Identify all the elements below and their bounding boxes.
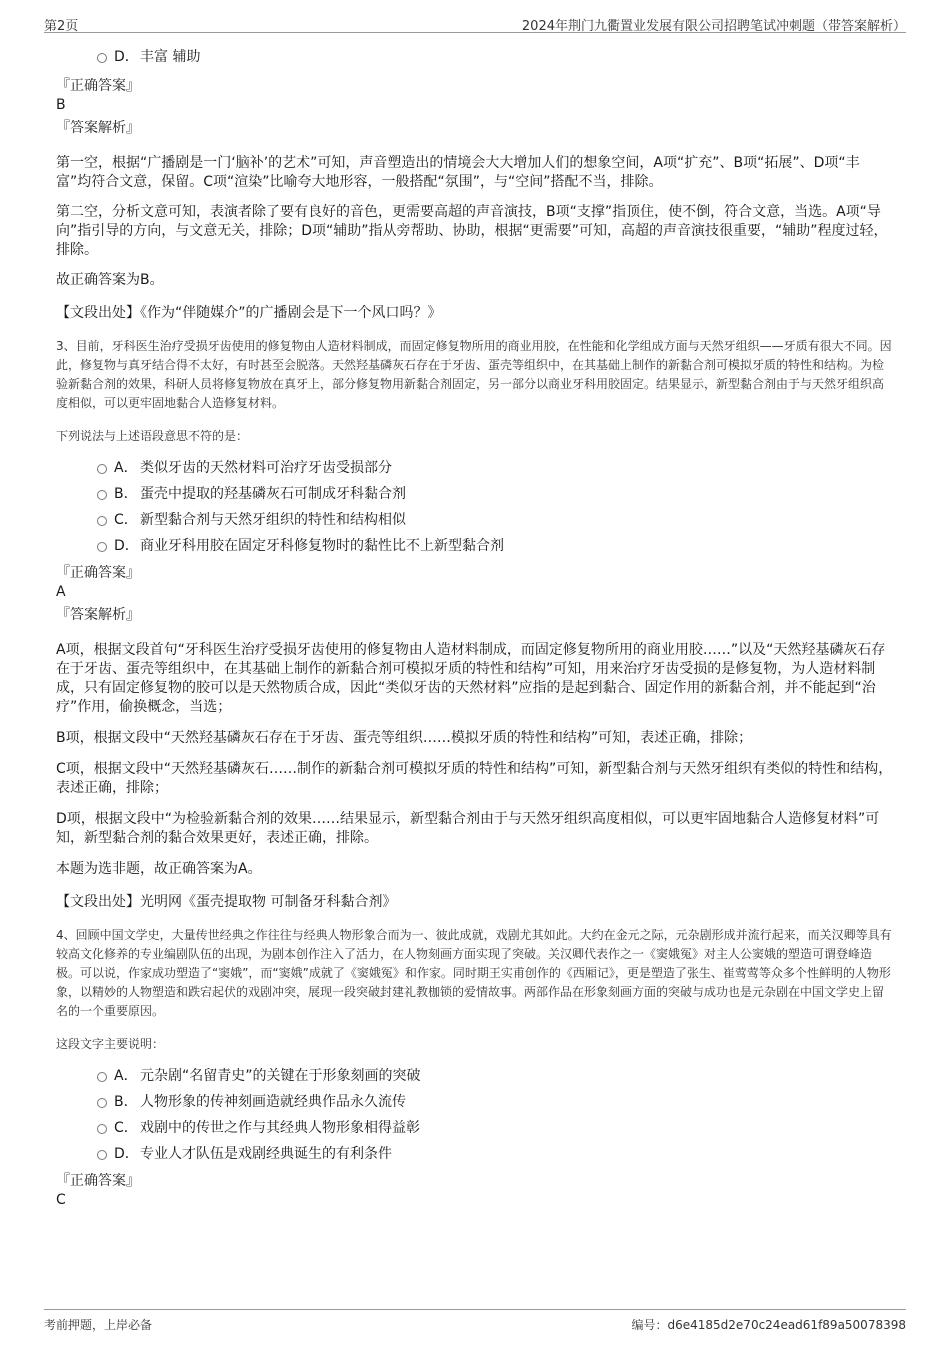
option-letter: B． bbox=[114, 486, 138, 502]
q4-answer-label: 『正确答案』 bbox=[56, 1173, 140, 1189]
q4-option-c[interactable] bbox=[56, 1115, 894, 1141]
radio-icon[interactable] bbox=[97, 1072, 107, 1082]
option-text: 戏剧中的传世之作与其经典人物形象相得益彰 bbox=[140, 1120, 420, 1136]
q3-analysis-d: D项，根据文段中“为检验新黏合剂的效果……结果显示，新型黏合剂由于与天然牙组织高度相似，可以更牢固地黏合人造修复材料”可知，新型黏合剂的黏合效果更好，表述正确，排除。 bbox=[56, 811, 880, 846]
option-letter: C． bbox=[114, 512, 138, 528]
q3-answer-label: 『正确答案』 bbox=[56, 565, 140, 581]
radio-icon[interactable] bbox=[97, 1098, 107, 1108]
q3-prompt: 下列说法与上述语段意思不符的是： bbox=[56, 429, 249, 443]
radio-icon[interactable] bbox=[97, 53, 107, 63]
radio-icon[interactable] bbox=[97, 516, 107, 526]
option-letter: D． bbox=[114, 538, 139, 554]
q3-analysis-a: A项，根据文段首句“牙科医生治疗受损牙齿使用的修复物由人造材料制成，而固定修复物所用的商业用胶……”以及“天然羟基磷灰石存在于牙齿、蛋壳等组织中，在其基础上制作的新黏合剂可模拟牙质的特性和结构”可知，用来治疗牙齿受损的是修复物，为人造材料制成，只有固定修复物的胶可以是天然物质合成，因此“类似牙齿的天然材料”应指的是起到黏合、固定作用的新黏合剂，并不能起到“治疗”作用，偷换概念，当选； bbox=[56, 642, 886, 715]
option-text: 类似牙齿的天然材料可治疗牙齿受损部分 bbox=[140, 460, 392, 476]
q3-source: 【文段出处】光明网《蛋壳提取物 可制备牙科黏合剂》 bbox=[56, 894, 397, 910]
option-text: 元杂剧“名留青史”的关键在于形象刻画的突破 bbox=[140, 1068, 421, 1084]
option-text: 新型黏合剂与天然牙组织的特性和结构相似 bbox=[140, 512, 406, 528]
q2-analysis-label: 『答案解析』 bbox=[56, 120, 140, 136]
q2-answer-label: 『正确答案』 bbox=[56, 78, 140, 94]
footer-slogan: 考前押题，上岸必备 bbox=[44, 1318, 153, 1332]
q3-answer: A bbox=[56, 584, 66, 600]
q3-option-a[interactable] bbox=[56, 455, 894, 481]
q3-stem: 3、目前，牙科医生治疗受损牙齿使用的修复物由人造材料制成，而固定修复物所用的商业用胶，在性能和化学组成方面与天然牙组织——牙质有很大不同。因此，修复物与真牙结合得不太好，有时甚至会脱落。天然羟基磷灰石存在于牙齿、蛋壳等组织中，在其基础上制作的新黏合剂可模拟牙质的特性和结构。为检验新黏合剂的效果，科研人员将修复物放在真牙上，部分修复物用新黏合剂固定，另一部分以商业牙科用胶固定。结果显示，新型黏合剂由于与天然牙组织高度相似，可以更牢固地黏合人造修复材料。 bbox=[56, 339, 892, 410]
document-title: 2024年荆门九衢置业发展有限公司招聘笔试冲刺题（带答案解析） bbox=[521, 19, 906, 34]
document-id: 编号：d6e4185d2e70c24ead61f89a50078398 bbox=[631, 1318, 906, 1332]
option-text: 蛋壳中提取的羟基磷灰石可制成牙科黏合剂 bbox=[140, 486, 406, 502]
q2-option-d[interactable] bbox=[56, 44, 894, 70]
radio-icon[interactable] bbox=[97, 1150, 107, 1160]
q4-prompt: 这段文字主要说明： bbox=[56, 1037, 165, 1051]
page-header bbox=[44, 10, 906, 33]
q3-analysis-conclusion: 本题为选非题，故正确答案为A。 bbox=[56, 861, 262, 877]
option-text: 商业牙科用胶在固定牙科修复物时的黏性比不上新型黏合剂 bbox=[140, 538, 504, 554]
option-letter: A． bbox=[114, 460, 138, 476]
q3-option-b[interactable] bbox=[56, 481, 894, 507]
q3-analysis-c: C项，根据文段中“天然羟基磷灰石……制作的新黏合剂可模拟牙质的特性和结构”可知，新型黏合剂与天然牙组织有类似的特性和结构，表述正确，排除； bbox=[56, 761, 893, 796]
q4-option-a[interactable] bbox=[56, 1063, 894, 1089]
option-text: 丰富 辅助 bbox=[140, 49, 201, 65]
page-number: 第2页 bbox=[44, 19, 79, 34]
q4-answer: C bbox=[56, 1192, 66, 1208]
q4-option-d[interactable] bbox=[56, 1141, 894, 1167]
radio-icon[interactable] bbox=[97, 490, 107, 500]
q2-analysis-p1: 第一空，根据“广播剧是一门‘脑补’的艺术”可知，声音塑造出的情境会大大增加人们的想象空间，A项“扩充”、B项“拓展”、D项“丰富”均符合文意，保留。C项“渲染”比喻夸大地形容，一般搭配“氛围”，与“空间”搭配不当，排除。 bbox=[56, 155, 860, 190]
option-letter: B． bbox=[114, 1094, 138, 1110]
option-letter: C． bbox=[114, 1120, 138, 1136]
option-letter: D． bbox=[114, 49, 139, 65]
radio-icon[interactable] bbox=[97, 464, 107, 474]
radio-icon[interactable] bbox=[97, 1124, 107, 1134]
q3-option-c[interactable] bbox=[56, 507, 894, 533]
option-letter: A． bbox=[114, 1068, 138, 1084]
document-body bbox=[56, 44, 894, 1213]
q2-analysis-p2: 第二空，分析文意可知，表演者除了要有良好的音色，更需要高超的声音演技，B项“支撑”指顶住，使不倒，符合文意，当选。A项“导向”指引导的方向，与文意无关，排除；D项“辅助”指从旁帮助、协助，根据“更需要”可知，高超的声音演技很重要，“辅助”程度过轻，排除。 bbox=[56, 204, 888, 258]
q3-analysis-b: B项，根据文段中“天然羟基磷灰石存在于牙齿、蛋壳等组织……模拟牙质的特性和结构”可知，表述正确，排除； bbox=[56, 730, 753, 746]
q4-stem: 4、回顾中国文学史，大量传世经典之作往往与经典人物形象合而为一、彼此成就，戏剧尤其如此。大约在金元之际，元杂剧形成并流行起来，而关汉卿等具有较高文化修养的专业编剧队伍的出现，为剧本创作注入了活力，在人物刻画方面实现了突破。关汉卿代表作之一《窦娥冤》对主人公窦娥的塑造可谓登峰造极。可以说，作家成功塑造了“窦娥”，而“窦娥”成就了《窦娥冤》和作家。同时期王实甫创作的《西厢记》，更是塑造了张生、崔莺莺等众多个性鲜明的人物形象，以精妙的人物塑造和跌宕起伏的戏剧冲突，展现一段突破封建礼教枷锁的爱情故事。两部作品在形象刻画方面的突破与成功也是元杂剧在中国文学史上留名的一个重要原因。 bbox=[56, 928, 892, 1018]
q2-analysis-p3: 故正确答案为B。 bbox=[56, 272, 164, 288]
option-text: 专业人才队伍是戏剧经典诞生的有利条件 bbox=[140, 1146, 392, 1162]
q2-answer: B bbox=[56, 97, 66, 113]
q4-option-b[interactable] bbox=[56, 1089, 894, 1115]
page-footer bbox=[44, 1309, 906, 1336]
radio-icon[interactable] bbox=[97, 542, 107, 552]
option-text: 人物形象的传神刻画造就经典作品永久流传 bbox=[140, 1094, 406, 1110]
option-letter: D． bbox=[114, 1146, 139, 1162]
q3-option-d[interactable] bbox=[56, 533, 894, 559]
q3-analysis-label: 『答案解析』 bbox=[56, 607, 140, 623]
q2-source: 【文段出处】《作为“伴随媒介”的广播剧会是下一个风口吗？》 bbox=[56, 305, 442, 321]
